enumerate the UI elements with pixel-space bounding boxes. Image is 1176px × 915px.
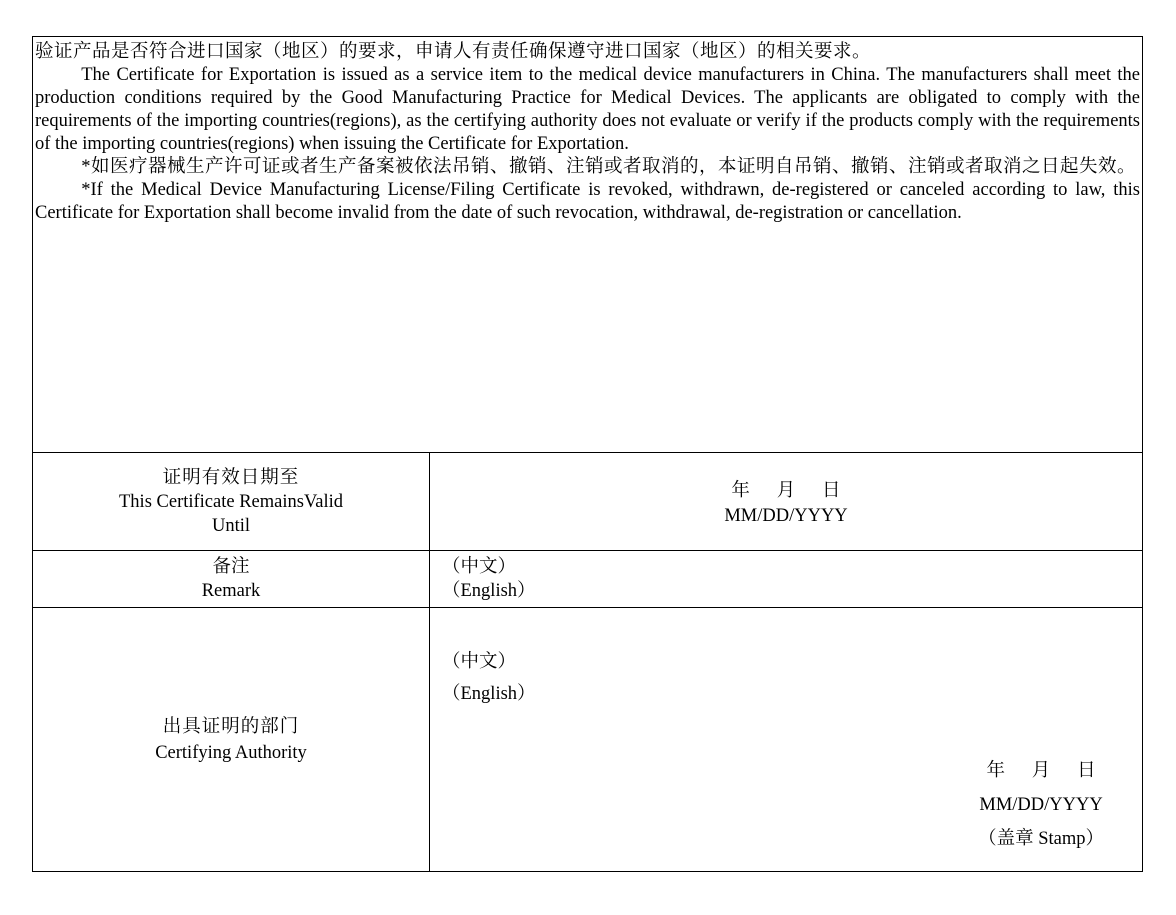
validity-label-cell: [33, 453, 430, 551]
validity-label-cn: 证明有效日期至: [162, 467, 300, 488]
remark-value-cell: [430, 551, 1143, 608]
validity-date-cn: 年 月 日: [731, 480, 852, 501]
remark-line-en: （English）: [442, 581, 536, 601]
validity-label-en-1: This Certificate RemainsValid: [119, 491, 343, 512]
remark-label-cell: [33, 551, 430, 608]
authority-signature-block: [978, 754, 1107, 856]
intro-paragraph-cn-1: 验证产品是否符合进口国家（地区）的要求，申请人有责任确保遵守进口国家（地区）的相关要求。: [35, 42, 872, 62]
authority-date-cn: 年 月 日: [986, 761, 1107, 781]
remark-row: [33, 551, 1143, 608]
authority-date-en: MM/DD/YYYY: [979, 795, 1103, 815]
intro-paragraph-en-2: *If the Medical Device Manufacturing License/Filing Certificate is revoked, withdrawn, de-registered or canceled according to law, this Certificate for Exportation shall become invalid from the date of such revocation, withdrawal, de-registration or cancellation.: [35, 180, 1140, 223]
validity-date-cell: [430, 453, 1143, 551]
certificate-document: [32, 36, 1142, 872]
validity-label-en-2: Until: [211, 515, 251, 536]
authority-line-cn: （中文）: [442, 652, 517, 672]
authority-lines: [442, 646, 536, 710]
intro-row: [33, 37, 1143, 453]
remark-line-cn: （中文）: [442, 557, 517, 577]
intro-cell: [33, 37, 1143, 453]
authority-label-en: Certifying Authority: [155, 742, 307, 763]
certificate-table: [32, 36, 1143, 872]
validity-row: [33, 453, 1143, 551]
remark-label-en: Remark: [201, 581, 261, 601]
remark-label-cn: 备注: [212, 557, 250, 577]
authority-value-cell: [430, 608, 1143, 872]
validity-date-en: MM/DD/YYYY: [724, 505, 848, 526]
authority-line-en: （English）: [442, 684, 536, 704]
intro-paragraph-cn-2: *如医疗器械生产许可证或者生产备案被依法吊销、撤销、注销或者取消的，本证明自吊销、撤销、注销或者取消之日起失效。: [81, 157, 1137, 177]
intro-paragraph-en-1: The Certificate for Exportation is issued as a service item to the medical device manufacturers in China. The manufacturers shall meet the production conditions required by the Good Manufacturing Practice for Medical Devices. The applicants are obligated to comply with the requirements of the importing countries(regions), as the certifying authority does not evaluate or verify if the products comply with the requirements of the importing countries(regions) when issuing the Certificate for Exportation.: [35, 65, 1140, 154]
authority-label-cn: 出具证明的部门: [162, 716, 300, 737]
authority-row: [33, 608, 1143, 872]
authority-stamp-label: （盖章 Stamp）: [978, 829, 1104, 849]
authority-label-cell: [33, 608, 430, 872]
